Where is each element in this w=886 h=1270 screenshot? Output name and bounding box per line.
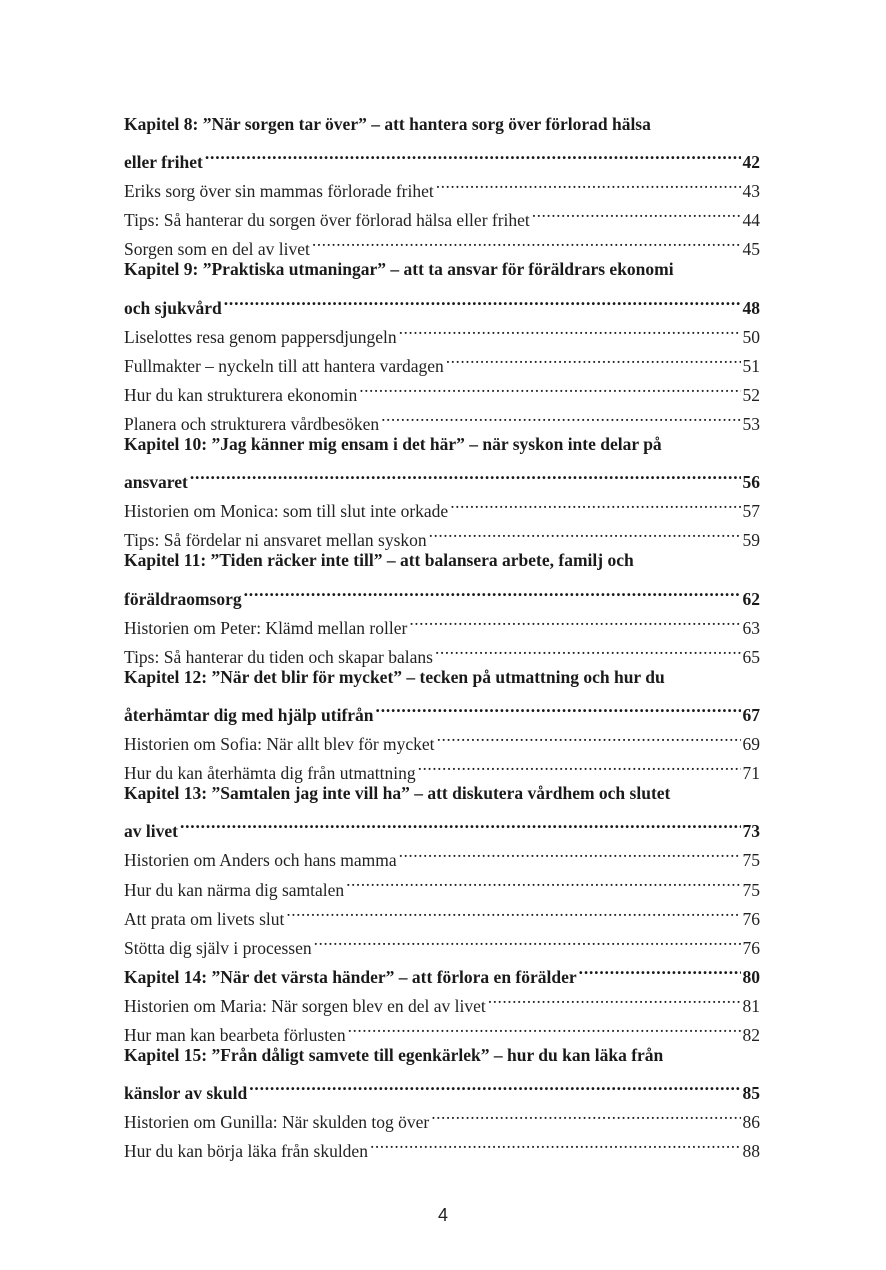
dot-leader <box>436 168 741 197</box>
toc-page-number: 75 <box>742 879 760 900</box>
toc-page-number: 53 <box>742 414 760 435</box>
toc-entry-title: Kapitel 11: ”Tiden räcker inte till” – att balansera arbete, familj och <box>124 550 634 571</box>
toc-entry-line <box>124 692 760 725</box>
toc-entry-title: Tips: Så hanterar du tiden och skapar balans <box>124 646 433 667</box>
toc-section-entry[interactable] <box>124 1099 760 1133</box>
toc-section-entry[interactable] <box>124 605 760 638</box>
toc-page-number: 50 <box>742 326 760 347</box>
toc-chapter-entry[interactable] <box>124 779 760 842</box>
toc-chapter-entry[interactable] <box>124 546 760 609</box>
toc-entry-title: Hur du kan återhämta dig från utmattning <box>124 763 416 784</box>
toc-entry-title: Historien om Sofia: När allt blev för mycket <box>124 734 435 755</box>
toc-section-entry[interactable] <box>124 721 760 755</box>
dot-leader <box>190 459 741 488</box>
toc-chapter-entry[interactable] <box>124 110 760 173</box>
dot-leader <box>435 634 741 663</box>
toc-page-number: 73 <box>742 821 760 842</box>
toc-entry-line <box>124 1128 760 1162</box>
toc-entry-line <box>124 1012 760 1045</box>
toc-page-number: 67 <box>742 704 760 725</box>
toc-entry-line <box>124 750 760 784</box>
toc-entry-title: Kapitel 13: ”Samtalen jag inte vill ha” – att diskutera vårdhem och slutet <box>124 783 671 804</box>
toc-page-number: 62 <box>742 588 760 609</box>
toc-entry-title: Historien om Maria: När sorgen blev en del av livet <box>124 995 486 1016</box>
toc-section-entry[interactable] <box>124 837 760 871</box>
toc-entry-title: Historien om Anders och hans mamma <box>124 850 397 871</box>
toc-chapter-entry[interactable] <box>124 255 760 318</box>
toc-entry-title: Sorgen som en del av livet <box>124 239 310 260</box>
dot-leader <box>431 1099 740 1128</box>
toc-section-entry[interactable] <box>124 401 760 435</box>
toc-chapter-entry[interactable] <box>124 1041 760 1104</box>
dot-leader <box>429 517 741 546</box>
toc-page-number: 80 <box>742 966 760 987</box>
toc-entry-line <box>124 605 760 638</box>
toc-entry-title: återhämtar dig med hjälp utifrån <box>124 704 374 725</box>
table-of-contents <box>124 110 760 1162</box>
toc-chapter-entry[interactable] <box>124 954 760 987</box>
toc-page-number: 88 <box>742 1141 760 1162</box>
toc-page-number: 48 <box>742 297 760 318</box>
toc-entry-title: Fullmakter – nyckeln till att hantera vardagen <box>124 355 444 376</box>
toc-entry-title: Hur du kan närma dig samtalen <box>124 879 345 900</box>
dot-leader <box>359 372 740 401</box>
dot-leader <box>348 1012 741 1041</box>
toc-entry-line <box>124 779 760 808</box>
toc-entry-line <box>124 517 760 551</box>
toc-entry-title: och sjukvård <box>124 297 222 318</box>
toc-entry-line <box>124 1070 760 1104</box>
toc-entry-line <box>124 837 760 871</box>
dot-leader <box>376 692 741 721</box>
toc-page-number: 76 <box>742 937 760 958</box>
toc-section-entry[interactable] <box>124 197 760 231</box>
toc-section-entry[interactable] <box>124 1012 760 1045</box>
toc-entry-line <box>124 576 760 609</box>
dot-leader <box>244 576 741 605</box>
toc-entry-line <box>124 896 760 929</box>
toc-entry-line <box>124 546 760 575</box>
toc-entry-line <box>124 663 760 692</box>
dot-leader <box>488 983 741 1012</box>
toc-entry-title: ansvaret <box>124 472 188 493</box>
toc-entry-line <box>124 1099 760 1133</box>
toc-entry-line <box>124 401 760 435</box>
toc-entry-line <box>124 110 760 139</box>
toc-section-entry[interactable] <box>124 634 760 667</box>
toc-entry-line <box>124 634 760 667</box>
dot-leader <box>370 1128 741 1157</box>
toc-page-number: 82 <box>742 1025 760 1045</box>
toc-entry-title: av livet <box>124 821 178 842</box>
toc-entry-title: Hur man kan bearbeta förlusten <box>124 1025 346 1045</box>
toc-entry-title: Stötta dig själv i processen <box>124 937 312 958</box>
dot-leader <box>381 401 740 430</box>
toc-entry-title: Hur du kan strukturera ekonomin <box>124 384 358 405</box>
toc-entry-title: Eriks sorg över sin mammas förlorade frihet <box>124 181 434 202</box>
toc-entry-line <box>124 430 760 459</box>
toc-entry-line <box>124 343 760 376</box>
toc-section-entry[interactable] <box>124 866 760 900</box>
toc-entry-line <box>124 721 760 755</box>
toc-entry-line <box>124 372 760 405</box>
toc-section-entry[interactable] <box>124 168 760 202</box>
toc-entry-line <box>124 866 760 900</box>
toc-entry-title: Kapitel 12: ”När det blir för mycket” – tecken på utmattning och hur du <box>124 666 665 687</box>
dot-leader <box>437 721 741 750</box>
dot-leader <box>205 139 741 168</box>
toc-entry-title: Liselottes resa genom pappersdjungeln <box>124 326 397 347</box>
toc-page-number: 57 <box>742 501 760 522</box>
toc-entry-title: Tips: Så hanterar du sorgen över förlorad hälsa eller frihet <box>124 210 530 231</box>
toc-entry-line <box>124 139 760 173</box>
dot-leader <box>312 226 741 255</box>
toc-section-entry[interactable] <box>124 750 760 784</box>
toc-entry-line <box>124 285 760 318</box>
toc-entry-line <box>124 459 760 493</box>
dot-leader <box>399 314 741 343</box>
toc-entry-line <box>124 925 760 958</box>
dot-leader <box>450 488 740 517</box>
dot-leader <box>286 896 740 925</box>
toc-page-number: 52 <box>742 384 760 405</box>
toc-entry-line <box>124 255 760 284</box>
toc-page-number: 45 <box>742 239 760 260</box>
page-number: 4 <box>437 1205 448 1225</box>
dot-leader <box>446 343 741 372</box>
toc-entry-title: Tips: Så fördelar ni ansvaret mellan syskon <box>124 530 427 551</box>
toc-page-number: 59 <box>742 530 760 551</box>
toc-entry-title: Kapitel 8: ”När sorgen tar över” – att hantera sorg över förlorad hälsa <box>124 114 651 134</box>
toc-page-number: 69 <box>742 734 760 755</box>
toc-chapter-entry[interactable] <box>124 663 760 725</box>
toc-page-number: 51 <box>742 355 760 376</box>
toc-chapter-entry[interactable] <box>124 430 760 493</box>
toc-page-number: 85 <box>742 1083 760 1104</box>
toc-entry-title: Planera och strukturera vårdbesöken <box>124 414 380 435</box>
toc-entry-title: Kapitel 14: ”När det värsta händer” – att förlora en förälder <box>124 966 577 987</box>
toc-section-entry[interactable] <box>124 314 760 347</box>
toc-entry-title: Kapitel 15: ”Från dåligt samvete till egenkärlek” – hur du kan läka från <box>124 1045 664 1065</box>
toc-entry-title: Kapitel 9: ”Praktiska utmaningar” – att ta ansvar för föräldrars ekonomi <box>124 259 674 280</box>
toc-entry-line <box>124 954 760 987</box>
toc-page-number: 63 <box>742 617 760 638</box>
dot-leader <box>314 925 741 954</box>
dot-leader <box>399 837 741 866</box>
toc-page-number: 71 <box>742 763 760 784</box>
toc-section-entry[interactable] <box>124 517 760 551</box>
toc-page-number: 65 <box>742 646 760 667</box>
toc-page-number: 43 <box>742 181 760 202</box>
toc-section-entry[interactable] <box>124 372 760 405</box>
toc-entry-line <box>124 1041 760 1070</box>
dot-leader <box>532 197 741 226</box>
dot-leader <box>346 866 740 895</box>
toc-entry-line <box>124 314 760 347</box>
dot-leader <box>224 285 741 314</box>
toc-page-number: 42 <box>742 152 760 173</box>
dot-leader <box>180 808 741 837</box>
toc-page-number: 81 <box>742 995 760 1016</box>
dot-leader <box>579 954 741 983</box>
toc-entry-title: Historien om Gunilla: När skulden tog över <box>124 1112 430 1133</box>
toc-section-entry[interactable] <box>124 488 760 522</box>
toc-page-number: 76 <box>742 908 760 929</box>
toc-entry-line <box>124 226 760 260</box>
dot-leader <box>409 605 740 634</box>
toc-entry-title: känslor av skuld <box>124 1083 248 1104</box>
toc-section-entry[interactable] <box>124 896 760 929</box>
toc-page-number: 44 <box>742 210 760 231</box>
dot-leader <box>418 750 741 779</box>
toc-entry-title: Att prata om livets slut <box>124 908 285 929</box>
toc-page-number: 86 <box>742 1112 760 1133</box>
toc-entry-title: Kapitel 10: ”Jag känner mig ensam i det här” – när syskon inte delar på <box>124 434 662 455</box>
toc-page-number: 75 <box>742 850 760 871</box>
toc-entry-line <box>124 808 760 842</box>
toc-entry-line <box>124 197 760 231</box>
toc-section-entry[interactable] <box>124 343 760 376</box>
toc-entry-line <box>124 168 760 202</box>
toc-section-entry[interactable] <box>124 226 760 260</box>
toc-page-number: 56 <box>742 472 760 493</box>
toc-entry-title: föräldraomsorg <box>124 588 242 609</box>
toc-entry-title: eller frihet <box>124 152 203 173</box>
toc-entry-line <box>124 983 760 1016</box>
toc-entry-line <box>124 488 760 522</box>
toc-section-entry[interactable] <box>124 983 760 1016</box>
toc-entry-title: Hur du kan börja läka från skulden <box>124 1141 368 1162</box>
toc-section-entry[interactable] <box>124 925 760 958</box>
toc-entry-title: Historien om Peter: Klämd mellan roller <box>124 617 408 638</box>
toc-section-entry[interactable] <box>124 1128 760 1162</box>
dot-leader <box>249 1070 740 1099</box>
toc-entry-title: Historien om Monica: som till slut inte orkade <box>124 501 449 522</box>
